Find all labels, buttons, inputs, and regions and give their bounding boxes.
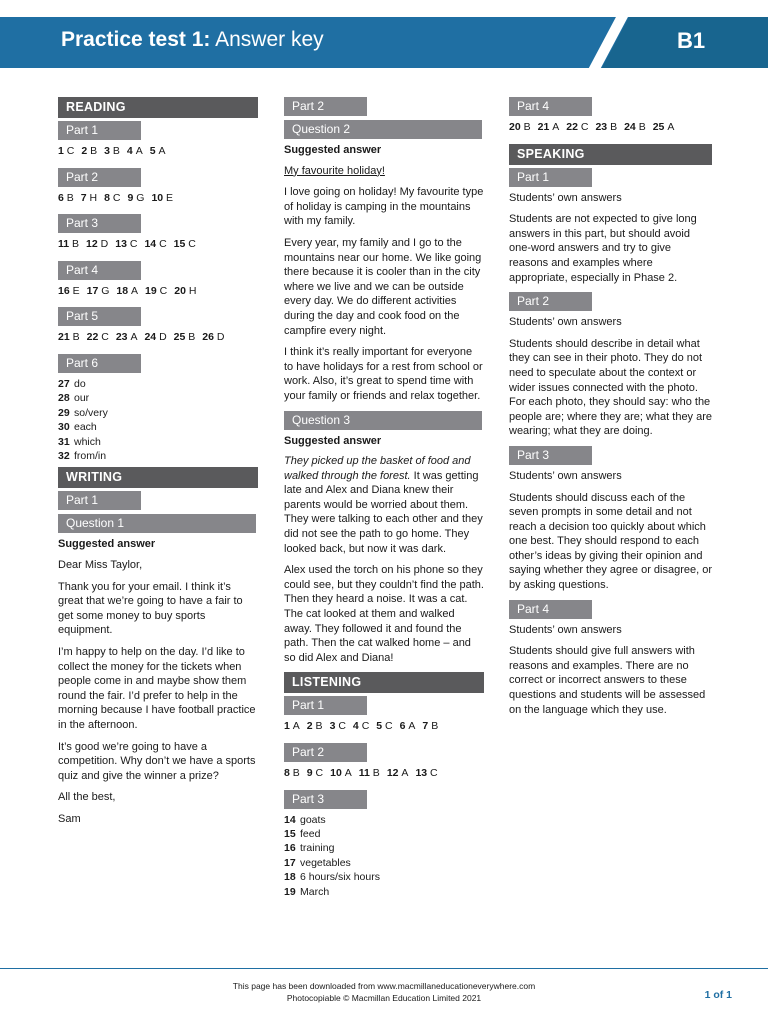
answer-value: 6 hours/six hours (300, 871, 380, 884)
speaking-own-answers: Students’ own answers (509, 316, 622, 329)
question-number: 26 (202, 331, 214, 344)
listening-part1-answers (284, 719, 484, 734)
answer-value: C (361, 720, 370, 733)
reading-part-answers (58, 144, 258, 159)
list-item (58, 420, 258, 434)
answer-value: C (580, 121, 589, 133)
q1-answer-text (58, 558, 258, 827)
reading-part-answers (58, 191, 258, 206)
list-item (58, 435, 258, 449)
page-number: 1 of 1 (704, 989, 732, 1001)
answer-item (144, 331, 166, 343)
answer-value: C (385, 720, 393, 733)
question-number: 16 (58, 284, 70, 297)
column-2 (284, 97, 484, 903)
answer-value: B (315, 720, 323, 733)
q2-paragraph: I think it’s really important for everyone to have holidays for a rest from school or work. Also, it’s great to spend time with your family or friends and relax together. (284, 346, 483, 402)
answer-value: C (430, 767, 438, 779)
speaking-own-answers: Students’ own answers (509, 623, 622, 636)
answer-value: B (66, 191, 74, 204)
answer-value: G (136, 191, 145, 204)
listening-part2-answers (284, 766, 484, 781)
question-number: 28 (58, 392, 70, 405)
answer-value: C (112, 191, 121, 204)
answer-item (58, 192, 74, 204)
question-number: 5 (149, 145, 156, 157)
question-number: 20 (509, 121, 521, 133)
speaking-guidance: Students should describe in detail what they can see in their photo. They do not need to speculate about the context or wider issues connected with the photo. For each photo, they should say: who the people are; where they are; what they are wearing; what they are doing. (509, 337, 713, 438)
question-number: 20 (174, 284, 186, 297)
answer-item (116, 285, 138, 297)
answer-value: A (130, 331, 138, 344)
answer-value: C (315, 767, 324, 779)
answer-value: C (159, 238, 167, 251)
footer-copyright: Photocopiable © Macmillan Education Limited 2021 (286, 993, 482, 1003)
answer-value: goats (300, 813, 326, 826)
reading-parts (58, 121, 258, 345)
answer-value: our (74, 392, 90, 405)
writing-part2-label: Part 2 (284, 97, 367, 116)
reading-part-answers (58, 284, 258, 299)
list-item (58, 377, 258, 391)
answer-value: A (135, 145, 143, 157)
answer-value: H (89, 191, 98, 204)
answer-item (174, 285, 196, 297)
question-number: 16 (284, 842, 296, 855)
answer-item (566, 121, 588, 133)
question3-label: Question 3 (284, 411, 482, 430)
footer-divider (0, 968, 768, 969)
answer-item (307, 720, 323, 732)
answer-item (284, 720, 300, 732)
answer-item (174, 331, 196, 343)
answer-item (151, 192, 173, 204)
list-item (284, 813, 484, 827)
answer-value: A (401, 767, 409, 779)
speaking-heading: SPEAKING (509, 144, 712, 165)
answer-item (202, 331, 224, 343)
question-number: 23 (115, 331, 128, 344)
answer-value: B (431, 720, 439, 733)
question-number: 1 (284, 720, 290, 733)
footer-download-note: This page has been downloaded from www.macmillaneducationeverywhere.com (232, 981, 536, 991)
answer-item (538, 121, 560, 133)
question-number: 6 (58, 191, 64, 204)
listening-part2-label: Part 2 (284, 743, 367, 762)
q3-paragraph-1: They picked up the basket of food and walked through the forest. It was getting late and Alex and Diana knew their parents would be worried about them. They were talking to each other and they did not see the path to go home. They looked back, but now it was dark. (284, 455, 483, 555)
reading-heading: READING (58, 97, 258, 118)
question-number: 22 (566, 121, 578, 133)
q1-suggested-answer: Suggested answer (58, 538, 156, 551)
speaking-part-label: Part 1 (509, 168, 592, 187)
question-number: 7 (80, 191, 87, 204)
answer-item (359, 767, 380, 779)
answer-item (509, 121, 531, 133)
question-number: 9 (127, 191, 134, 204)
q2-paragraph: Every year, my family and I go to the mountains near our home. We like going there because it is cooler than in the city where we live and we can be outside every day. We do different activities during the day and cook food on the campfire every night. (284, 236, 482, 337)
answer-item (174, 238, 196, 250)
answer-value: G (101, 284, 110, 297)
question-number: 10 (151, 191, 164, 204)
answer-value: which (74, 435, 101, 448)
question-number: 21 (537, 121, 550, 133)
answer-item (104, 145, 120, 157)
question-number: 15 (284, 828, 296, 840)
answer-value: B (112, 145, 120, 157)
answer-item (330, 767, 352, 779)
column-3 (509, 97, 712, 724)
question-number: 13 (115, 238, 127, 251)
q1-paragraph: Dear Miss Taylor, (58, 559, 143, 571)
answer-value: A (667, 121, 675, 133)
question-number: 4 (352, 720, 359, 733)
answer-value: B (610, 121, 618, 133)
column-1 (58, 97, 258, 834)
answer-item (128, 192, 145, 204)
answer-item (87, 285, 110, 297)
answer-item (400, 720, 416, 732)
reading-part-answers (58, 330, 258, 345)
question-number: 24 (624, 121, 636, 133)
answer-value: A (158, 145, 166, 157)
answer-value: A (344, 767, 352, 779)
reading-part-label: Part 5 (58, 307, 141, 326)
answer-item (115, 238, 137, 250)
answer-item (127, 145, 143, 157)
answer-value: C (159, 284, 168, 297)
answer-item (150, 145, 166, 157)
question-number: 31 (58, 435, 70, 448)
answer-value: C (338, 720, 346, 733)
question-number: 13 (415, 767, 428, 779)
writing-heading: WRITING (58, 467, 258, 488)
speaking-part-label: Part 4 (509, 600, 592, 619)
q1-paragraph: Thank you for your email. I think it’s great that we’re going to have a fair to get some money to buy sports equipment. (58, 580, 243, 637)
question-number: 17 (284, 856, 296, 869)
question-number: 32 (58, 450, 70, 462)
question-number: 12 (86, 238, 98, 251)
listening-part3-label: Part 3 (284, 790, 367, 809)
answer-value: C (66, 145, 75, 157)
answer-value: B (72, 331, 80, 344)
reading-part-label: Part 1 (58, 121, 141, 140)
question-number: 11 (58, 238, 70, 251)
answer-item (104, 192, 120, 204)
answer-value: B (188, 331, 196, 344)
question-number: 15 (173, 238, 186, 251)
reading-part6-label: Part 6 (58, 354, 141, 373)
answer-item (624, 121, 646, 133)
question-number: 8 (284, 767, 290, 779)
question-number: 3 (104, 145, 110, 157)
question-number: 4 (126, 145, 133, 157)
question-number: 3 (329, 720, 336, 733)
speaking-part-label: Part 2 (509, 292, 592, 311)
question-number: 19 (145, 284, 157, 297)
listening-part1-label: Part 1 (284, 696, 367, 715)
page-title: Practice test 1: Answer key (61, 28, 324, 51)
question-number: 30 (58, 421, 70, 434)
answer-value: A (552, 121, 560, 133)
question-number: 21 (58, 331, 70, 344)
answer-item (653, 121, 675, 133)
question-number: 11 (358, 767, 370, 779)
answer-item (58, 238, 79, 250)
answer-value: B (72, 238, 80, 251)
answer-item (144, 238, 166, 250)
question-number: 2 (306, 720, 313, 733)
question-number: 22 (86, 331, 99, 344)
answer-value: E (166, 191, 174, 204)
answer-value: E (72, 284, 80, 297)
question-number: 9 (306, 767, 313, 779)
question1-label: Question 1 (58, 514, 256, 533)
level-badge: B1 (677, 28, 706, 53)
answer-value: B (372, 767, 380, 779)
writing-part1-label: Part 1 (58, 491, 141, 510)
answer-value: vegetables (300, 856, 351, 869)
answer-value: D (159, 331, 167, 344)
question-number: 6 (399, 720, 406, 733)
q1-paragraph: I’m happy to help on the day. I’d like to collect the money for the tickets when people come in and maybe show them round the fair. I’d prefer to help in the morning because I have football practice in the afternoon. (58, 645, 256, 731)
answer-item (87, 331, 109, 343)
q2-answer-text (284, 185, 484, 403)
answer-value: C (129, 238, 138, 251)
list-item (284, 841, 484, 855)
reading-part6-list (58, 377, 258, 463)
answer-item (58, 331, 80, 343)
list-item (284, 885, 484, 899)
speaking-guidance: Students should discuss each of the seven prompts in some detail and not reach a decision too quickly about which one best. They should respond to each other’s ideas by giving their opinion and saying whether they agree or disagree, or by asking questions. (509, 491, 713, 592)
q2-essay-title: My favourite holiday! (284, 164, 385, 177)
list-item (58, 391, 258, 405)
answer-item (116, 331, 138, 343)
answer-item (307, 767, 323, 779)
speaking-guidance: Students should give full answers with reasons and examples. There are no correct or incorrect answers to these questions and students will be assessed on the language which they use. (509, 645, 706, 716)
answer-item (81, 145, 97, 157)
answer-item (422, 720, 438, 732)
q1-paragraph: Sam (58, 812, 81, 825)
speaking-guidance: Students are not expected to give long answers in this part, but should avoid one-word answers and try to give reasons and examples where appropriate, especially in Phase 2. (509, 213, 697, 284)
answer-item (376, 720, 392, 732)
answer-value: C (101, 331, 109, 344)
answer-item (284, 767, 300, 779)
page-header (0, 17, 768, 68)
question-number: 10 (330, 767, 342, 779)
answer-value: A (131, 284, 139, 297)
answer-value: D (100, 238, 109, 251)
question-number: 12 (386, 767, 399, 779)
answer-item (415, 767, 437, 779)
answer-item (595, 121, 617, 133)
answer-item (81, 192, 97, 204)
list-item (58, 449, 258, 463)
question2-label: Question 2 (284, 120, 482, 139)
question-number: 29 (58, 406, 70, 419)
answer-value: do (74, 377, 86, 390)
question-number: 7 (422, 720, 429, 733)
question-number: 19 (284, 885, 296, 898)
q3-paragraph-2: Alex used the torch on his phone so they could see, but they couldn’t find the path. Then they heard a noise. It was a cat. The cat looked at them and walked away. They followed it and found the path. Then the cat walked home – and so did Alex and Diana! (284, 564, 484, 664)
listening-heading: LISTENING (284, 672, 484, 693)
listening-part4-answers (509, 120, 712, 135)
speaking-part-label: Part 3 (509, 446, 592, 465)
q1-paragraph: It’s good we’re going to have a competition. Why don’t we have a sports quiz and give the winner a prize? (58, 740, 256, 782)
question-number: 14 (284, 813, 296, 826)
question-number: 5 (376, 720, 383, 733)
list-item (284, 870, 484, 884)
answer-value: training (300, 842, 335, 855)
answer-value: B (638, 121, 646, 133)
question-number: 25 (652, 121, 665, 133)
reading-part-answers (58, 237, 258, 252)
answer-value: each (74, 421, 97, 434)
question-number: 17 (86, 284, 99, 297)
listening-part4-label: Part 4 (509, 97, 592, 116)
answer-value: B (90, 145, 98, 157)
speaking-own-answers: Students’ own answers (509, 469, 622, 482)
answer-value: B (292, 767, 300, 779)
list-item (58, 406, 258, 420)
answer-value: March (300, 885, 330, 898)
answer-value: so/very (74, 406, 108, 419)
q2-suggested-answer: Suggested answer (284, 144, 382, 156)
question-number: 8 (104, 191, 110, 204)
speaking-parts (509, 168, 712, 718)
question-number: 25 (173, 331, 186, 344)
listening-part3-list (284, 813, 484, 899)
answer-item (145, 285, 167, 297)
q1-paragraph: All the best, (58, 791, 116, 804)
question-number: 14 (144, 238, 157, 251)
question-number: 24 (144, 331, 157, 344)
answer-item (86, 238, 108, 250)
reading-part-label: Part 3 (58, 214, 141, 233)
question-number: 18 (284, 871, 296, 884)
answer-item (387, 767, 409, 779)
answer-value: B (523, 121, 531, 133)
question-number: 1 (58, 145, 64, 157)
answer-item (58, 145, 74, 157)
question-number: 18 (116, 284, 129, 297)
list-item (284, 827, 484, 841)
list-item (284, 856, 484, 870)
reading-part-label: Part 4 (58, 261, 141, 280)
answer-value: C (188, 238, 196, 251)
answer-value: from/in (74, 450, 107, 462)
answer-value: A (292, 720, 300, 733)
answer-item (58, 285, 80, 297)
answer-value: D (216, 331, 225, 344)
q2-paragraph: I love going on holiday! My favourite type of holiday is camping in the mountains with my family. (284, 186, 484, 228)
answer-value: A (408, 720, 416, 733)
question-number: 23 (595, 121, 608, 133)
answer-item (330, 720, 346, 732)
question-number: 2 (81, 145, 88, 157)
q3-suggested-answer: Suggested answer (284, 434, 382, 447)
question-number: 27 (58, 377, 70, 390)
answer-value: H (188, 284, 197, 297)
reading-part-label: Part 2 (58, 168, 141, 187)
answer-item (353, 720, 369, 732)
answer-value: feed (300, 828, 321, 840)
speaking-own-answers: Students’ own answers (509, 191, 622, 204)
